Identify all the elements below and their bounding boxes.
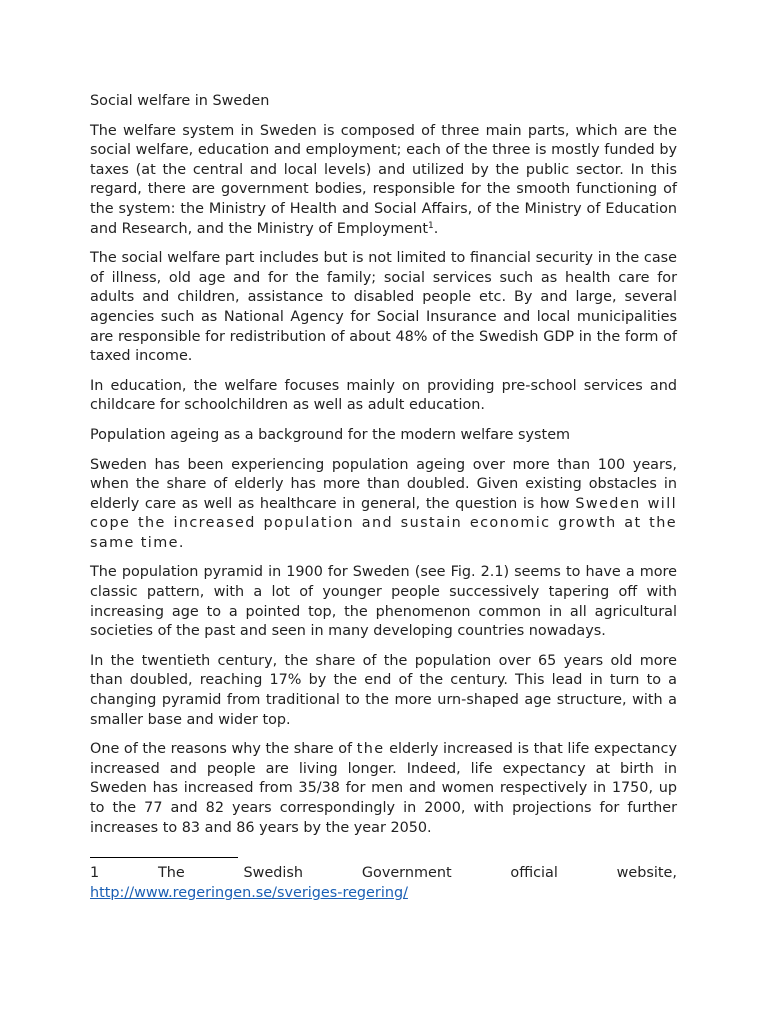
footnote-text: The Swedish Government official website, (157, 865, 677, 882)
paragraph-population-ageing-part1: Sweden has been experiencing population ageing over more than 100 years, when the share of elderly has more than doubled. Given existing obstacles in elderly care as well as healthcare in general, the question is how (90, 456, 677, 512)
footnote-link-line (90, 884, 677, 904)
paragraph-social-welfare: The social welfare part includes but is not limited to financial security in the case of illness, old age and for the family; social services such as health care for adults and children, assistance to disabled people etc. By and large, several agencies such as National Agency for Social Insurance and local municipalities are responsible for redistribution of about 48% of the Swedish GDP in the form of taxed income. (90, 250, 677, 365)
paragraph-life-expectancy-part1: One of the reasons why the share of (90, 741, 353, 758)
paragraph-population-pyramid: The population pyramid in 1900 for Sweden (see Fig. 2.1) seems to have a more classic pattern, with a lot of younger people successively tapering off with increasing age to a pointed top, the phenomenon common in all agricultural societies of the past and seen in many developing countries nowadays. (90, 564, 677, 640)
paragraph-life-expectancy (90, 740, 677, 838)
paragraph-welfare-system-end: . (433, 220, 439, 237)
footnote-separator (90, 857, 238, 858)
paragraph-welfare-system (90, 122, 677, 240)
footnote-link[interactable]: http://www.regeringen.se/sveriges-regering/ (90, 884, 408, 901)
paragraph-life-expectancy-part2: elderly increased is that life expectancy increased and people are living longer. Indeed, life expectancy at birth in Sweden has increased from 35/38 for men and women respectively in 1750, up to the 77 and 82 years correspondingly in 2000, with projections for further increases to 83 and 86 years by the year 2050. (90, 741, 677, 836)
paragraph-life-expectancy-the: the (356, 741, 385, 758)
paragraph-twentieth-century: In the twentieth century, the share of the population over 65 years old more than doubled, reaching 17% by the end of the century. This lead in turn to a changing pyramid from traditional to the more urn-shaped age structure, with a smaller base and wider top. (90, 652, 677, 728)
paragraph-education: In education, the welfare focuses mainly on providing pre-school services and childcare for schoolchildren as well as adult education. (90, 377, 677, 414)
footnote-number: 1 (90, 865, 100, 882)
section-subheading: Population ageing as a background for the modern welfare system (90, 426, 571, 443)
document-title: Social welfare in Sweden (90, 93, 270, 109)
paragraph-welfare-system-text: The welfare system in Sweden is composed of three main parts, which are the social welfare, education and employment; each of the three is mostly funded by taxes (at the central and local levels) and utilized by the public sector. In this regard, there are government bodies, responsible for the smooth functioning of the system: the Ministry of Health and Social Affairs, of the Ministry of Education and Research, and the Ministry of Employment (90, 122, 677, 237)
paragraph-population-ageing-part2: Sweden will cope the increased population and sustain economic growth at the same time. (90, 495, 678, 551)
footnote (90, 864, 677, 884)
footnote-reference[interactable]: 1 (427, 220, 434, 231)
document-page (90, 92, 677, 903)
paragraph-population-ageing (90, 456, 677, 554)
